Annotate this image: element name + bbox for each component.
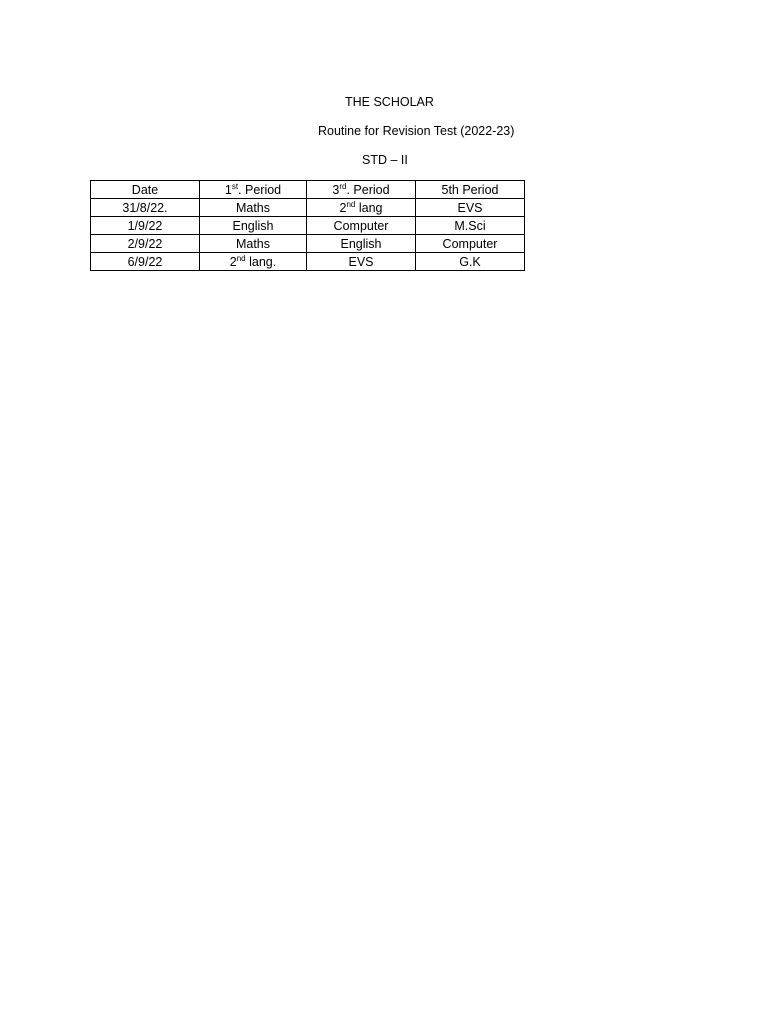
table-cell: G.K [416,253,525,271]
table-row [91,217,525,235]
routine-table [90,180,525,271]
table-cell-date: 31/8/22. [91,199,200,217]
table-cell: Computer [307,217,416,235]
table-row [91,199,525,217]
table-cell: Maths [200,235,307,253]
table-cell: English [307,235,416,253]
table-cell: EVS [307,253,416,271]
table-cell: Maths [200,199,307,217]
table-header-row [91,181,525,199]
header-cell-3rd-period: 3rd. Period [307,181,416,199]
header-cell-1st-period: 1st. Period [200,181,307,199]
table-cell: 2nd lang. [200,253,307,271]
table-cell-date: 1/9/22 [91,217,200,235]
header-cell-5th-period: 5th Period [416,181,525,199]
document-title: Routine for Revision Test (2022-23) [318,124,515,138]
table-cell: English [200,217,307,235]
table-cell: 2nd lang [307,199,416,217]
table-cell: EVS [416,199,525,217]
table-row [91,235,525,253]
table-cell-date: 6/9/22 [91,253,200,271]
table-row [91,253,525,271]
school-name: THE SCHOLAR [345,95,434,109]
class-standard: STD – II [362,153,408,167]
table-cell: M.Sci [416,217,525,235]
table-cell: Computer [416,235,525,253]
header-cell-date: Date [91,181,200,199]
table-cell-date: 2/9/22 [91,235,200,253]
